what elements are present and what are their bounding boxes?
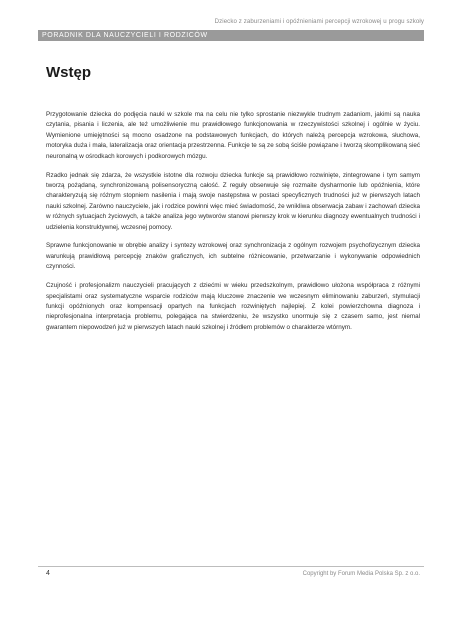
section-band	[38, 30, 424, 41]
copyright-notice: Copyright by Forum Media Polska Sp. z o.o.	[302, 571, 420, 577]
page-title: Wstęp	[46, 64, 91, 81]
paragraph-4: Czujność i profesjonalizm nauczycieli pracujących z dziećmi w wieku przedszkolnym, prawidłowo ułożona współpraca z różnymi specjalistami oraz systematyczne wsparcie rodziców mają kluczowe znaczenie we wczesnym eliminowaniu zaburzeń, stymulacji funkcji opóźnionych oraz kompensacji opartych na funkcjach rozwiniętych najlepiej. Z kolei powierzchowna diagnoza i nieprofesjonalna interpretacja problemu, polegająca na stwierdzeniu, że wszystko unormuje się z czasem samo, jest niemal gwarantem niepowodzeń już w pierwszych latach nauki szkolnej i źródłem problemów o charakterze wtórnym.	[46, 282, 420, 331]
footer-divider	[38, 566, 424, 567]
section-band-label: PORADNIK DLA NAUCZYCIELI I RODZICÓW	[42, 32, 208, 39]
page-number: 4	[46, 570, 50, 577]
paragraph-2: Rzadko jednak się zdarza, że wszystkie istotne dla rozwoju dziecka funkcje są prawidłowo rozwinięte, zintegrowane i tym samym tworzą pożądaną, synchronizowaną polisensoryczną całość. Z reguły obserwuje się rozmaite dysharmonie lub opóźnienia, które charakteryzują się różnym stopniem nasilenia i mają swoje następstwa w postaci specyficznych trudności już w pierwszych latach nauki szkolnej. Zarówno nauczyciele, jak i rodzice powinni więc mieć świadomość, że wnikliwa obserwacja zabaw i zachowań dziecka w różnych sytuacjach życiowych, a także analiza jego wytworów stanowi pierwszy krok w kierunku diagnozy ewentualnych trudności i udzielenia konstruktywnej, wczesnej pomocy.	[46, 171, 420, 231]
paragraph-1: Przygotowanie dziecka do podjęcia nauki w szkole ma na celu nie tylko sprostanie niezwykle trudnym zadaniom, jakimi są nauka czytania, pisania i liczenia, ale też umożliwienie mu prawidłowego funkcjonowania w rzeczywistości szkolnej i ogólnie w życiu. Wymienione umiejętności są mocno osadzone na podstawowych funkcjach, do których należą percepcja wzrokowa, słuchowa, motoryka duża i mała, lateralizacja oraz orientacja przestrzenna. Funkcje te są ze sobą ściśle powiązane i tworzą skomplikowaną sieć neuronalną w ośrodkach korowych i podkorowych mózgu.	[46, 111, 420, 160]
running-header: Dziecko z zaburzeniami i opóźnieniami percepcji wzrokowej u progu szkoły	[214, 18, 424, 25]
article-body	[46, 110, 420, 342]
paragraph-3: Sprawne funkcjonowanie w obrębie analizy i syntezy wzrokowej oraz synchronizacja z ogólnym rozwojem psychofizycznym dziecka warunkują prawidłową percepcję znaków graficznych, ich subtelne różnicowanie, przetwarzanie i wykonywanie odpowiednich czynności.	[46, 242, 420, 271]
